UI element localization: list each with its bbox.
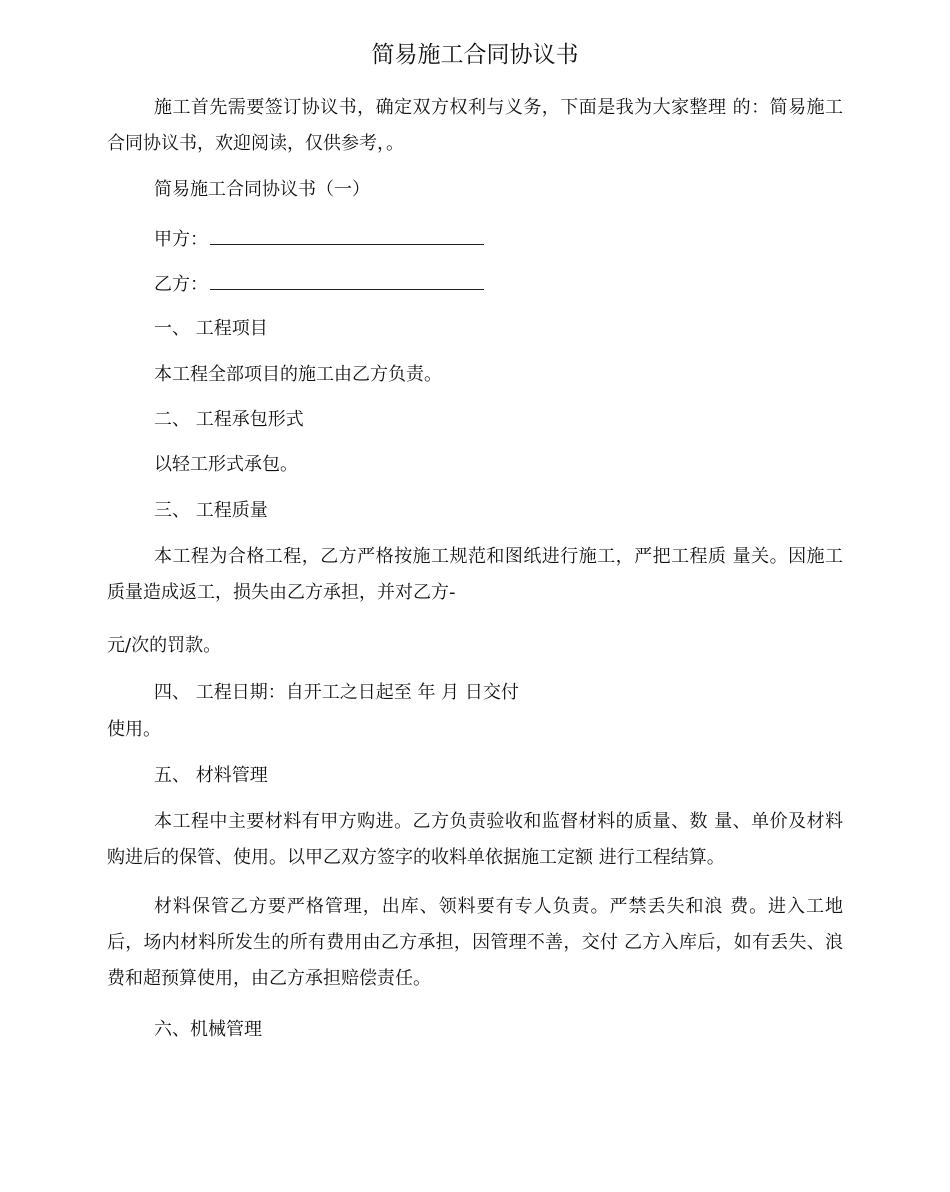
document-title: 简易施工合同协议书 <box>371 42 579 68</box>
party-a-blank[interactable] <box>210 226 484 245</box>
section-2-body: 以轻工形式承包。 <box>154 454 298 475</box>
section-4-heading: 四、 工程日期：自开工之日起至 年 月 日交付 <box>154 682 519 703</box>
section-4-continued: 使用。 <box>107 719 161 740</box>
section-5-body-1: 本工程中主要材料有甲方购进。乙方负责验收和监督材料的质量、数 量、单价及材料购进后的保管、使用。以甲乙双方签字的收料单依据施工定额 进行工程结算。 <box>107 811 843 868</box>
party-a-label: 甲方： <box>154 229 208 250</box>
section-3-heading: 三、 工程质量 <box>154 500 268 521</box>
section-3-body-continued: 元/次的罚款。 <box>107 635 222 656</box>
party-a-line <box>154 226 484 253</box>
section-6-heading: 六、机械管理 <box>154 1019 262 1040</box>
section-2-heading: 二、 工程承包形式 <box>154 409 304 430</box>
intro-paragraph: 施工首先需要签订协议书，确定双方权利与义务，下面是我为大家整理 的：简易施工合同协议书，欢迎阅读，仅供参考，。 <box>107 97 843 154</box>
section-5-body-2: 材料保管乙方要严格管理，出库、领料要有专人负责。严禁丢失和浪 费。进入工地后，场内材料所发生的所有费用由乙方承担，因管理不善，交付 乙方入库后，如有丢失、浪费和超预算使用，由乙方承担赔偿责任。 <box>107 896 843 989</box>
party-b-line <box>154 271 484 298</box>
party-b-blank[interactable] <box>210 271 484 290</box>
contract-subtitle: 简易施工合同协议书（一） <box>154 179 370 200</box>
section-5-heading: 五、 材料管理 <box>154 765 268 786</box>
section-1-heading: 一、 工程项目 <box>154 318 268 339</box>
party-b-label: 乙方： <box>154 274 208 295</box>
section-1-body: 本工程全部项目的施工由乙方负责。 <box>154 364 442 385</box>
section-3-body: 本工程为合格工程，乙方严格按施工规范和图纸进行施工，严把工程质 量关。因施工质量造成返工，损失由乙方承担，并对乙方- <box>107 546 843 603</box>
